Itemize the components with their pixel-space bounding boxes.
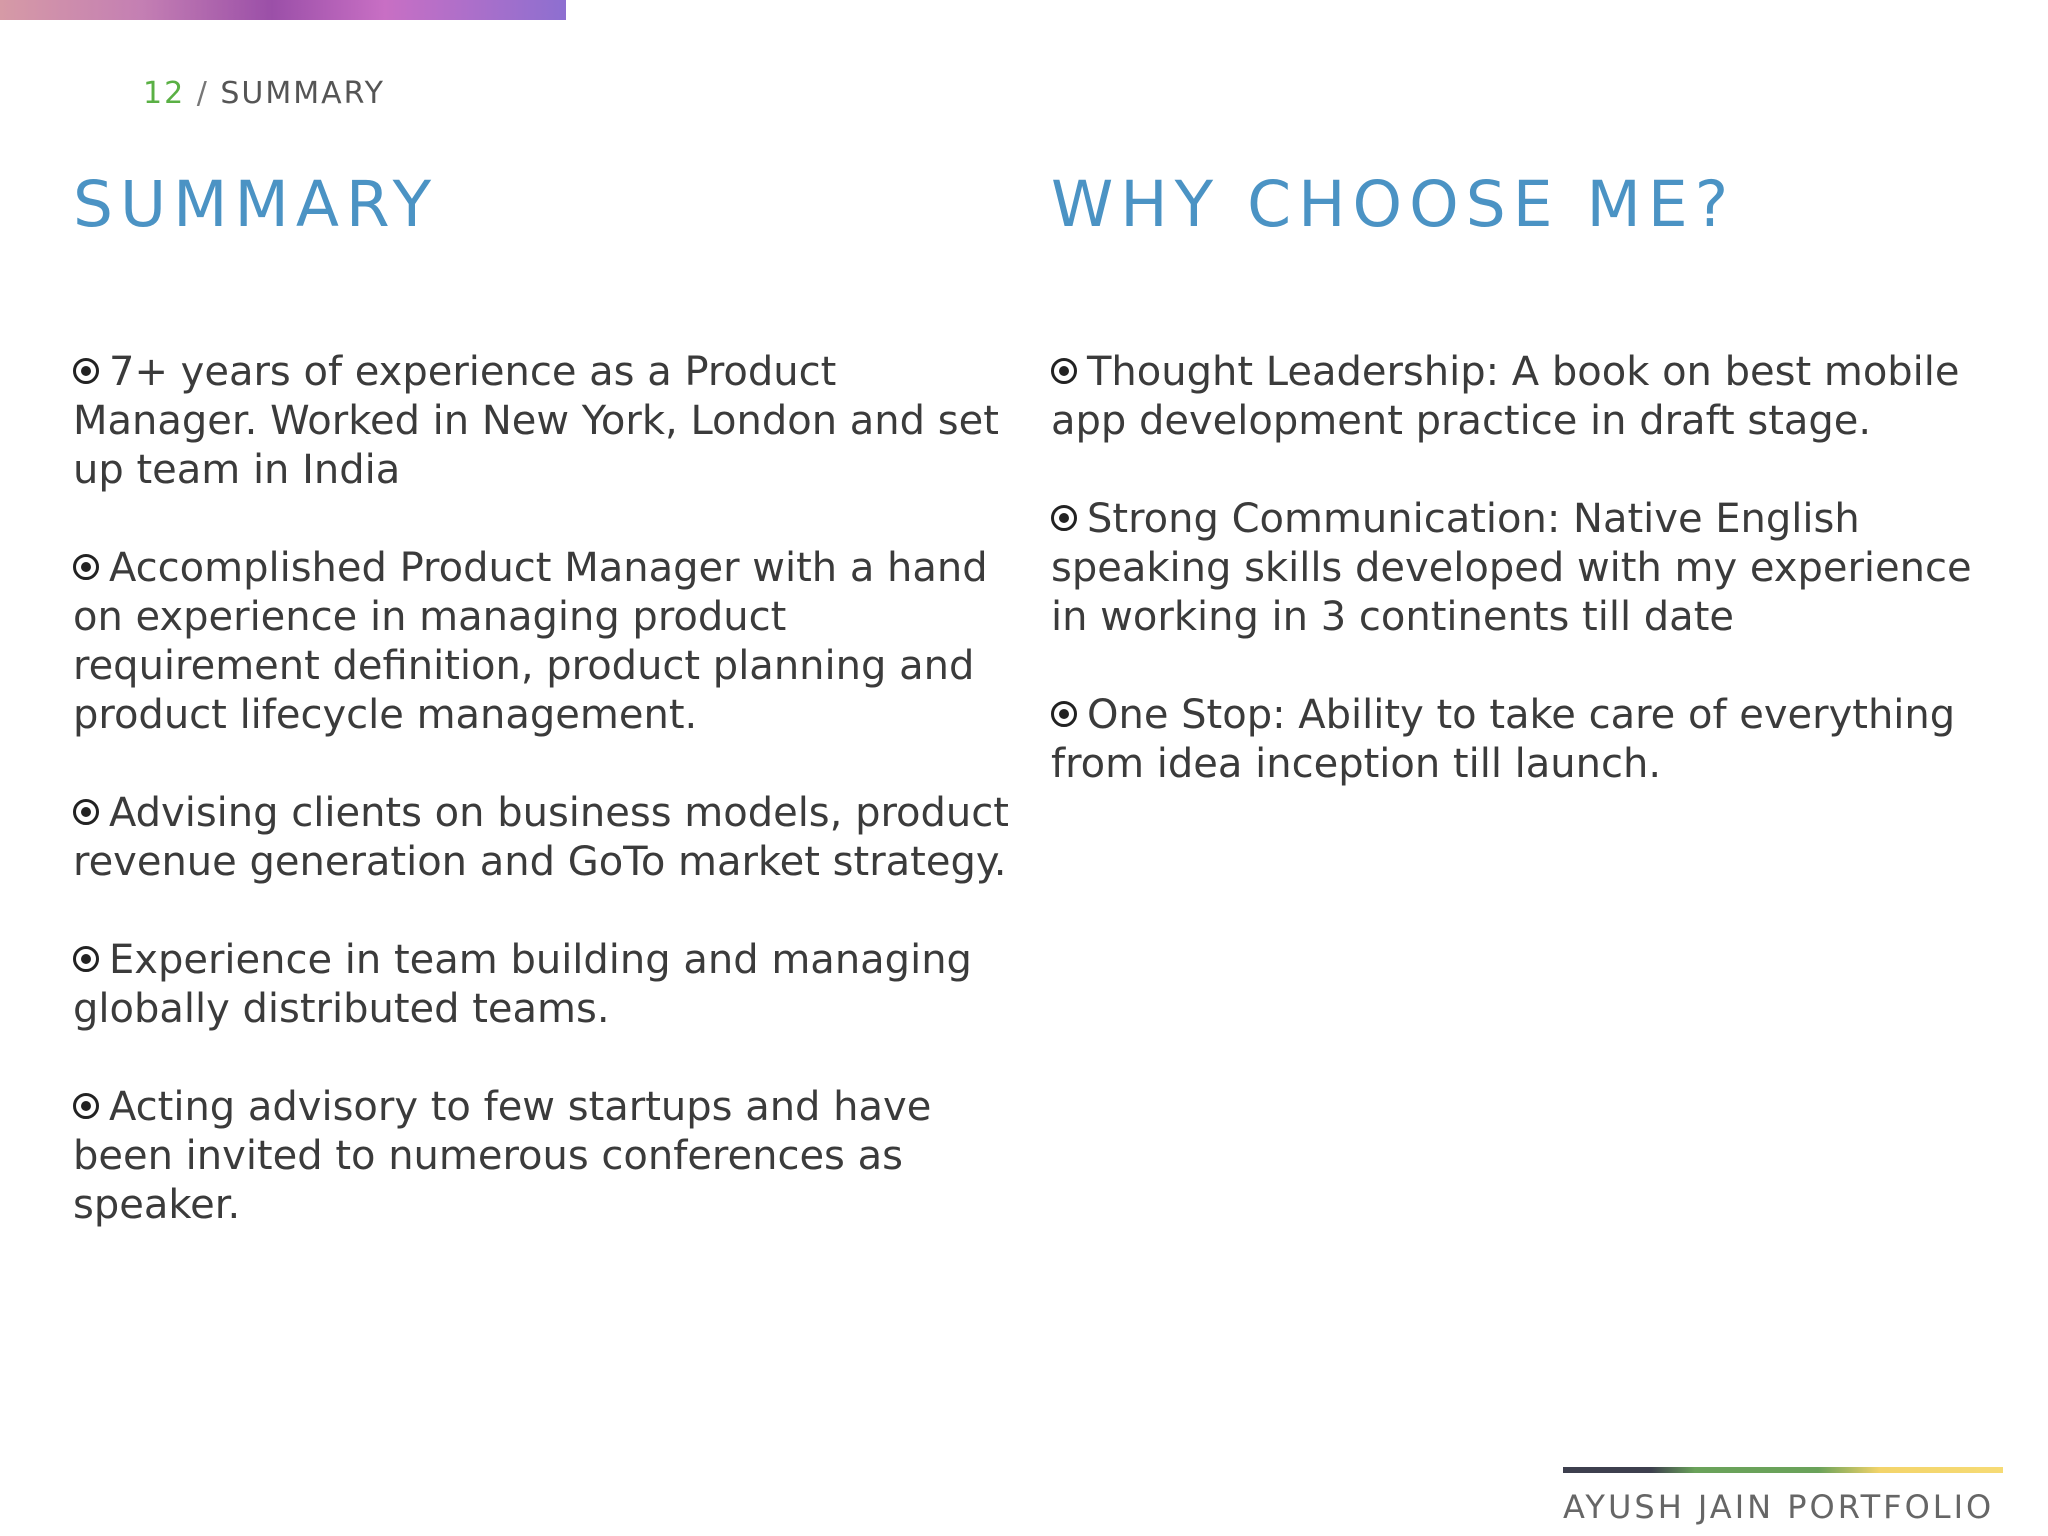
- target-bullet-icon: [1051, 701, 1077, 727]
- target-bullet-icon: [1051, 358, 1077, 384]
- footer-color-bar: [1563, 1467, 2003, 1473]
- summary-heading: SUMMARY: [73, 168, 439, 241]
- target-bullet-icon: [1051, 505, 1077, 531]
- target-bullet-icon: [73, 554, 99, 580]
- breadcrumb-section: SUMMARY: [220, 76, 385, 111]
- summary-item: [73, 544, 1033, 740]
- why-choose-me-column: [1051, 168, 2011, 838]
- summary-item-text: Experience in team building and managing globally distributed teams.: [73, 937, 972, 1032]
- summary-item: [73, 348, 1033, 495]
- summary-item-text: Accomplished Product Manager with a hand on experience in managing product requirement definition, product planning and product lifecycle management.: [73, 545, 988, 738]
- summary-list: [73, 348, 1033, 1230]
- target-bullet-icon: [73, 799, 99, 825]
- why-choose-me-heading: WHY CHOOSE ME?: [1051, 168, 1736, 241]
- why-item: [1051, 691, 2011, 789]
- why-item-text: Strong Communication: Native English speaking skills developed with my experience in working in 3 continents till date: [1051, 496, 1972, 640]
- why-item: [1051, 348, 2011, 446]
- breadcrumb-separator: /: [196, 76, 209, 111]
- target-bullet-icon: [73, 1093, 99, 1119]
- footer-portfolio-label: AYUSH JAIN PORTFOLIO: [1563, 1488, 1995, 1526]
- why-item-text: Thought Leadership: A book on best mobile app development practice in draft stage.: [1051, 349, 1960, 444]
- summary-item: [73, 936, 1033, 1034]
- page-number: 12: [143, 76, 186, 111]
- summary-item: [73, 789, 1033, 887]
- why-choose-me-list: [1051, 348, 2011, 789]
- why-item: [1051, 495, 2011, 642]
- summary-column: [73, 168, 1033, 1279]
- target-bullet-icon: [73, 946, 99, 972]
- top-decorative-band: [0, 0, 566, 20]
- target-bullet-icon: [73, 358, 99, 384]
- summary-item-text: 7+ years of experience as a Product Manager. Worked in New York, London and set up team in India: [73, 349, 999, 493]
- summary-item: [73, 1083, 1033, 1230]
- breadcrumb: [143, 76, 385, 111]
- summary-item-text: Acting advisory to few startups and have been invited to numerous conferences as speaker.: [73, 1084, 932, 1228]
- summary-item-text: Advising clients on business models, product revenue generation and GoTo market strategy.: [73, 790, 1009, 885]
- why-item-text: One Stop: Ability to take care of everything from idea inception till launch.: [1051, 692, 1956, 787]
